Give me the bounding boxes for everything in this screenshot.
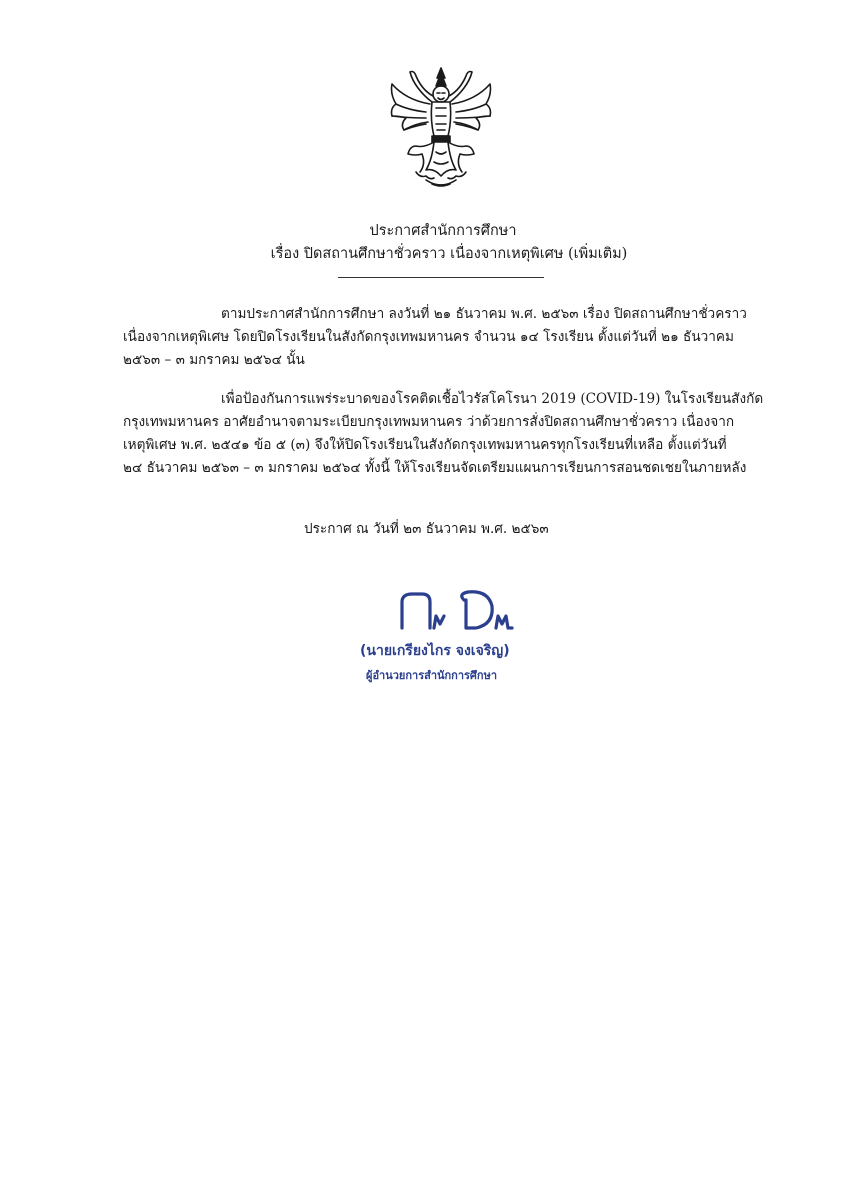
handwritten-signature	[392, 588, 542, 648]
paragraph-order	[123, 388, 775, 480]
title-divider	[338, 277, 544, 278]
document-title: ประกาศสำนักการศึกษา	[369, 223, 517, 239]
paragraph-line: เหตุพิเศษ พ.ศ. ๒๕๔๑ ข้อ ๕ (๓) จึงให้ปิดโรงเรียนในสังกัดกรุงเทพมหานครทุกโรงเรียนที่เหลือ ตั้งแต่วันที่	[123, 437, 727, 453]
signer-title: ผู้อำนวยการสำนักการศึกษา	[366, 669, 498, 682]
paragraph-line: กรุงเทพมหานคร อาศัยอำนาจตามระเบียบกรุงเทพมหานคร ว่าด้วยการสั่งปิดสถานศึกษาชั่วคราว เนื่องจาก	[123, 414, 735, 430]
paragraph-line: เนื่องจากเหตุพิเศษ โดยปิดโรงเรียนในสังกัดกรุงเทพมหานคร จำนวน ๑๔ โรงเรียน ตั้งแต่วันที่ ๒๑ ธันวาคม	[123, 329, 734, 345]
paragraph-line: ๒๔ ธันวาคม ๒๕๖๓ – ๓ มกราคม ๒๕๖๔ ทั้งนี้ ให้โรงเรียนจัดเตรียมแผนการเรียนการสอนชดเชยในภายหลัง	[123, 460, 747, 476]
paragraph-reference	[123, 303, 775, 372]
garuda-emblem-icon	[386, 64, 496, 192]
document-subject: เรื่อง ปิดสถานศึกษาชั่วคราว เนื่องจากเหตุพิเศษ (เพิ่มเติม)	[270, 246, 628, 262]
announcement-date: ประกาศ ณ วันที่ ๒๓ ธันวาคม พ.ศ. ๒๕๖๓	[304, 521, 549, 537]
signer-name: (นายเกรียงไกร จงเจริญ)	[360, 643, 510, 659]
paragraph-line: เพื่อป้องกันการแพร่ระบาดของโรคติดเชื้อไวรัสโคโรนา 2019 (COVID-19) ในโรงเรียนสังกัด	[221, 391, 764, 407]
paragraph-line: ตามประกาศสำนักการศึกษา ลงวันที่ ๒๑ ธันวาคม พ.ศ. ๒๕๖๓ เรื่อง ปิดสถานศึกษาชั่วคราว	[221, 306, 747, 322]
paragraph-line: ๒๕๖๓ – ๓ มกราคม ๒๕๖๔ นั้น	[123, 352, 305, 368]
